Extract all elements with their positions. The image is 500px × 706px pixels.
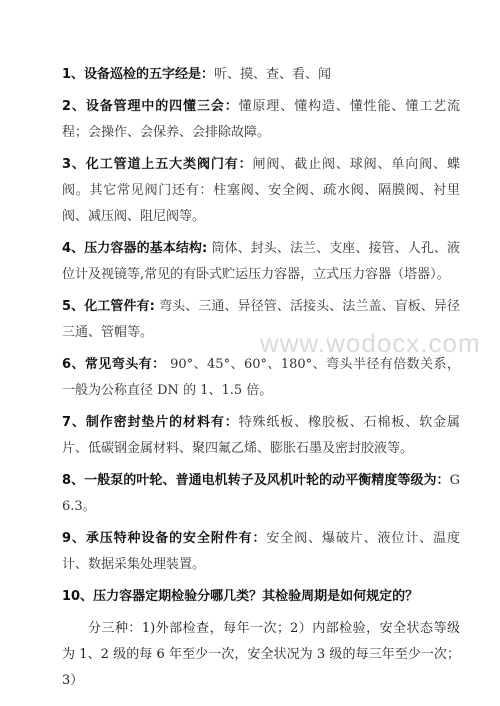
list-item <box>62 294 460 346</box>
answer-text: G6.3。 <box>62 473 460 514</box>
answer-text: 筒体、封头、法兰、支座、接管、人孔、液位计及视镜等,常见的有卧式贮运压力容器，立式压力容器（塔器）。 <box>62 241 460 282</box>
list-item <box>62 352 460 404</box>
list-item <box>62 410 460 462</box>
question-heading: 5、化工管件有: <box>62 299 155 314</box>
list-item <box>62 526 460 578</box>
question-heading: 1、设备巡检的五字经是： <box>62 67 215 82</box>
question-heading: 3、化工管道上五大类阀门有： <box>62 157 253 172</box>
list-item <box>62 584 460 610</box>
answer-text: 90°、45°、60°、180°、弯头半径有倍数关系，一般为公称直径 DN 的 1、1.5 倍。 <box>62 357 460 398</box>
answer-text: 闸阀、截止阀、球阀、单向阀、蝶阀。其它常见阀门还有：柱塞阀、安全阀、疏水阀、隔膜阀、衬里阀、减压阀、阻尼阀等。 <box>62 157 460 224</box>
list-item <box>62 62 460 88</box>
question-heading: 2、设备管理中的四懂三会： <box>62 99 239 114</box>
question-heading: 7、制作密封垫片的材料有： <box>62 415 239 430</box>
question-heading: 4、压力容器的基本结构: <box>62 241 208 256</box>
answer-text: 懂原理、懂构造、懂性能、懂工艺流程；会操作、会保养、会排除故障。 <box>62 99 460 140</box>
question-heading: 8、一般泵的叶轮、普通电机转子及风机叶轮的动平衡精度等级为： <box>62 473 450 488</box>
answer-text: 听、摸、查、看、闻 <box>214 67 332 82</box>
answer-paragraph: 分三种：1)外部检查，每年一次；2）内部检验，安全状态等级为 1、2 级的每 6 年至少一次，安全状况为 3 级的每三年至少一次；3） <box>62 621 460 688</box>
answer-text: 特殊纸板、橡胶板、石棉板、软金属片、低碳钢金属材料、聚四氟乙烯、膨胀石墨及密封胶液等。 <box>62 415 460 456</box>
answer-text: 弯头、三通、异径管、活接头、法兰盖、盲板、异径三通、管帽等。 <box>62 299 460 340</box>
list-item <box>62 468 460 520</box>
list-item <box>62 236 460 288</box>
question-heading: 9、承压特种设备的安全附件有： <box>62 531 267 546</box>
answer-text: 安全阀、爆破片、液位计、温度计、数据采集处理装置。 <box>62 531 460 572</box>
list-item <box>62 94 460 146</box>
watermark-text: www.wodocx.com <box>260 328 481 358</box>
list-item <box>62 152 460 230</box>
question-heading: 6、常见弯头有： <box>62 357 166 372</box>
question-heading: 10、压力容器定期检验分哪几类？其检验周期是如何规定的？ <box>62 589 419 604</box>
